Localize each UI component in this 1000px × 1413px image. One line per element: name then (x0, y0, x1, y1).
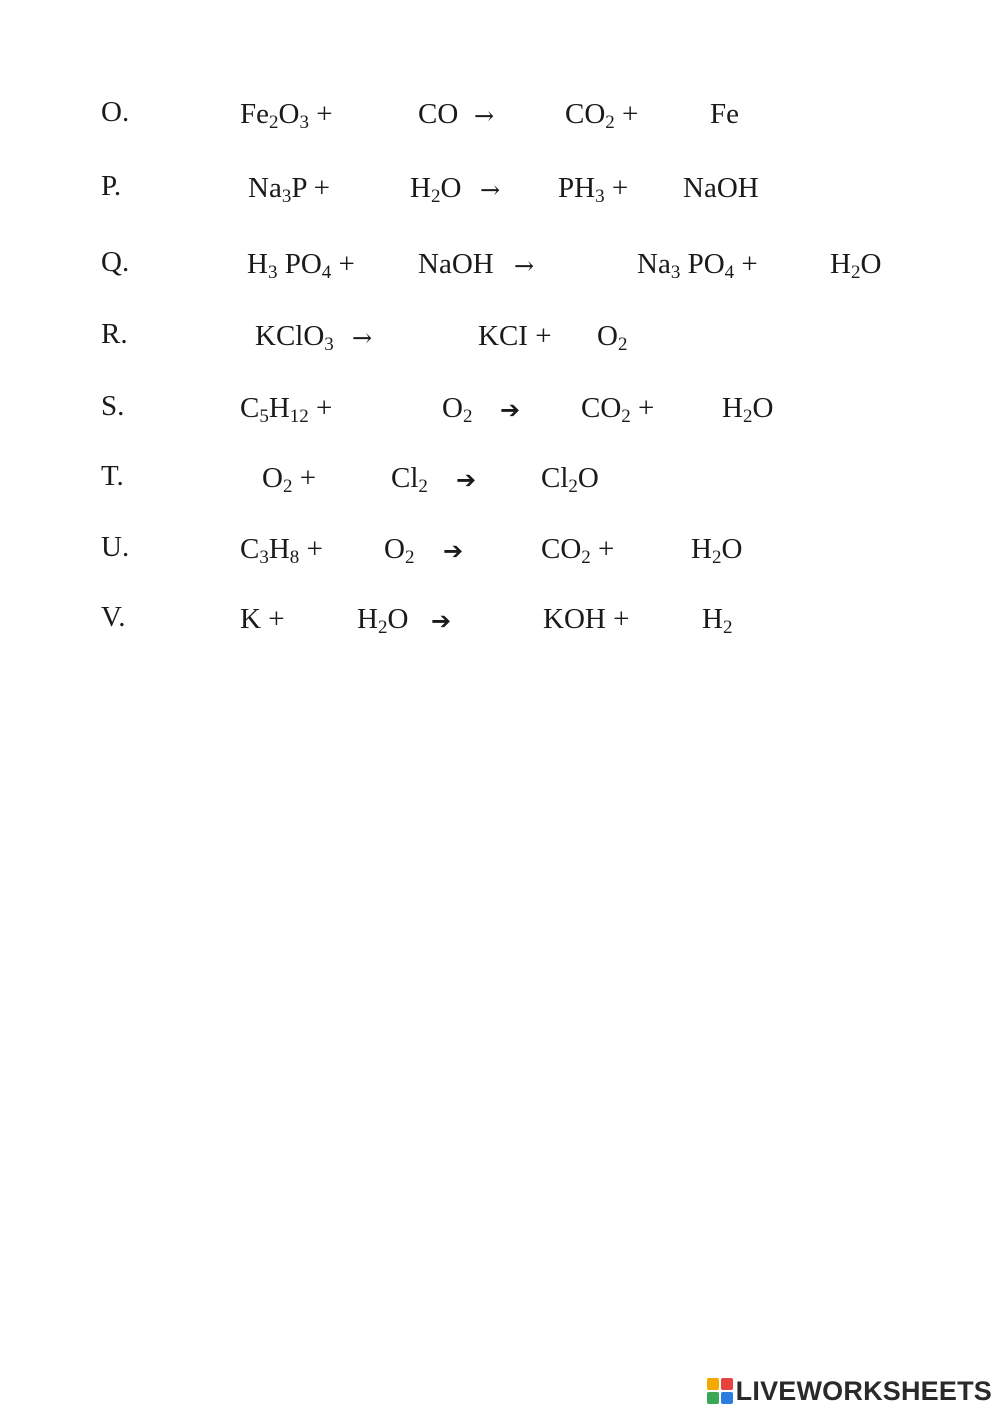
subscript: 2 (850, 262, 861, 283)
equation-row (0, 392, 1000, 440)
equation-row (0, 172, 1000, 220)
formula-text: C (240, 392, 260, 424)
equation-label: S. (101, 390, 125, 422)
formula-text: C (240, 533, 260, 565)
chemical-term (391, 462, 428, 497)
formula-text: O (721, 533, 743, 565)
subscript: 2 (711, 547, 722, 568)
chemical-term (637, 248, 758, 283)
chemical-term (702, 603, 733, 638)
subscript: 2 (377, 617, 388, 638)
formula-text: O (278, 98, 300, 130)
chemical-term (543, 605, 629, 634)
subscript: 3 (259, 547, 269, 568)
formula-text: O (387, 603, 409, 635)
chemical-term (710, 100, 739, 129)
equation-label: Q. (101, 246, 130, 278)
equation-label: O. (101, 96, 130, 128)
equation-label: P. (101, 170, 122, 202)
chemical-term (240, 392, 333, 427)
formula-text: NaOH (418, 248, 494, 280)
chemical-term (597, 320, 628, 355)
formula-text: + (292, 462, 317, 494)
formula-text: + (614, 98, 639, 130)
chemical-term (248, 172, 330, 207)
formula-text: O (262, 462, 283, 494)
subscript: 2 (581, 547, 591, 568)
subscript: 4 (724, 262, 735, 283)
formula-text: + (630, 392, 655, 424)
reaction-arrow-icon: ➔ (443, 537, 464, 565)
subscript: 2 (722, 617, 733, 638)
subscript: 2 (568, 476, 578, 497)
reaction-arrow-icon: ➔ (456, 466, 477, 494)
formula-text: + (734, 248, 758, 280)
footer-branding (707, 1374, 992, 1408)
reaction-arrow-icon: → (352, 324, 373, 352)
equation-label: R. (101, 318, 128, 350)
chemical-term (262, 462, 317, 497)
reaction-arrow-icon: → (480, 176, 501, 204)
equation-label: U. (101, 531, 130, 563)
subscript: 3 (595, 186, 605, 207)
subscript: 12 (289, 406, 309, 427)
chemical-term (581, 392, 655, 427)
chemical-term (418, 250, 494, 279)
formula-text: H (722, 392, 743, 424)
formula-text: H (268, 533, 290, 565)
equation-row (0, 98, 1000, 146)
subscript: 2 (621, 406, 631, 427)
chemical-term (255, 320, 334, 355)
chemical-term (247, 248, 355, 283)
formula-text: KClO (255, 320, 325, 352)
chemical-term (478, 322, 552, 351)
formula-text: Fe (240, 98, 269, 130)
equation-row (0, 320, 1000, 368)
formula-text: Na (248, 172, 282, 204)
formula-text: + (590, 533, 615, 565)
formula-text: CO (581, 392, 622, 424)
chemical-term (683, 174, 759, 203)
formula-text: + (308, 98, 333, 130)
subscript: 3 (267, 262, 278, 283)
formula-text: PO (680, 248, 725, 280)
subscript: 2 (404, 547, 415, 568)
formula-text: H (247, 248, 268, 280)
subscript: 2 (418, 476, 428, 497)
formula-text: O (597, 320, 618, 352)
formula-text: + (604, 172, 629, 204)
subscript: 3 (281, 186, 292, 207)
formula-text: Na (637, 248, 671, 280)
formula-text: O (440, 172, 462, 204)
chemical-term (357, 603, 409, 638)
formula-text: Cl (391, 462, 419, 494)
formula-text: + (331, 248, 355, 280)
subscript: 5 (259, 406, 269, 427)
subscript: 2 (282, 476, 293, 497)
formula-text: O (442, 392, 463, 424)
chemical-term (558, 172, 629, 207)
reaction-arrow-icon: → (514, 252, 535, 280)
formula-text: H (702, 603, 723, 635)
chemical-term (240, 605, 285, 634)
formula-text: O (384, 533, 405, 565)
formula-text: Cl (541, 462, 569, 494)
equation-row (0, 462, 1000, 510)
chemical-term (442, 392, 473, 427)
liveworksheets-logo-icon (707, 1378, 733, 1404)
equation-row (0, 533, 1000, 581)
chemical-term (410, 172, 462, 207)
formula-text: O (577, 462, 599, 494)
subscript: 3 (299, 112, 309, 133)
reaction-arrow-icon: → (474, 102, 495, 130)
reaction-arrow-icon: ➔ (431, 607, 452, 635)
equation-label: T. (101, 460, 124, 492)
chemical-term (541, 462, 599, 497)
formula-text: CO (418, 98, 459, 130)
formula-text: K + (240, 603, 285, 635)
equation-row (0, 248, 1000, 296)
chemical-term (418, 100, 458, 129)
chemical-term (830, 248, 882, 283)
formula-text: CO (541, 533, 582, 565)
formula-text: KCI + (478, 320, 552, 352)
formula-text: H (691, 533, 712, 565)
chemical-term (565, 98, 639, 133)
brand-name: LIVEWORKSHEETS (735, 1375, 992, 1406)
formula-text: H (268, 392, 290, 424)
formula-text: O (752, 392, 774, 424)
subscript: 8 (289, 547, 300, 568)
chemical-term (691, 533, 743, 568)
chemical-term (240, 533, 323, 568)
chemical-term (722, 392, 774, 427)
subscript: 2 (617, 334, 628, 355)
formula-text: CO (565, 98, 606, 130)
subscript: 2 (430, 186, 441, 207)
equation-row (0, 603, 1000, 651)
subscript: 2 (605, 112, 615, 133)
chemical-term (240, 98, 333, 133)
formula-text: H (410, 172, 431, 204)
formula-text: P + (291, 172, 330, 204)
formula-text: PO (277, 248, 322, 280)
formula-text: H (830, 248, 851, 280)
subscript: 3 (324, 334, 334, 355)
formula-text: H (357, 603, 378, 635)
formula-text: + (299, 533, 323, 565)
subscript: 3 (670, 262, 681, 283)
formula-text: Fe (710, 98, 739, 130)
subscript: 2 (742, 406, 753, 427)
subscript: 2 (269, 112, 279, 133)
formula-text: KOH + (543, 603, 630, 635)
chemical-term (384, 533, 415, 568)
subscript: 4 (321, 262, 332, 283)
formula-text: PH (558, 172, 596, 204)
formula-text: + (308, 392, 333, 424)
formula-text: O (860, 248, 882, 280)
chemical-term (541, 533, 615, 568)
subscript: 2 (462, 406, 473, 427)
reaction-arrow-icon: ➔ (500, 396, 521, 424)
equation-label: V. (101, 601, 126, 633)
formula-text: NaOH (683, 172, 759, 204)
